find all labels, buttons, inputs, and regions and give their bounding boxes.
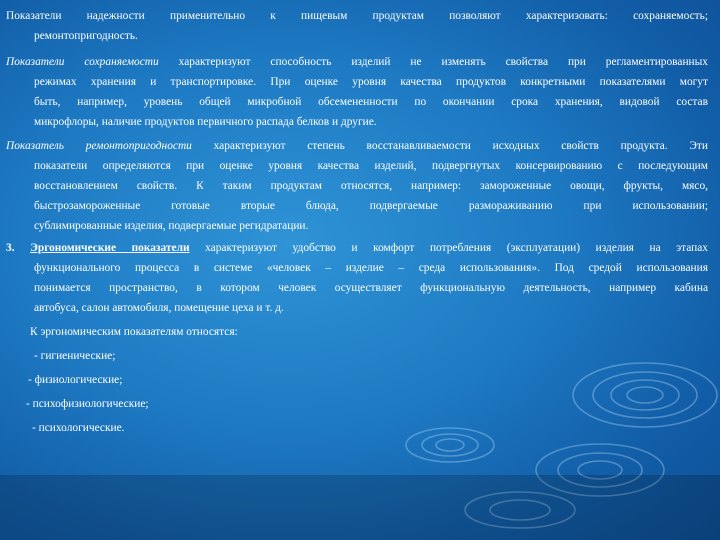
term-ergonomic: Эргономические показатели — [30, 242, 190, 254]
paragraph-line: Показатель ремонтопригодности характеризуют степень восстанавливаемости исходных свойств продукта. Эти — [6, 140, 708, 152]
paragraph-line: показатели определяются при оценке уровня качества изделий, подвергнутых консервированию с последующим — [34, 160, 708, 172]
paragraph-repairability — [6, 136, 708, 236]
paragraph-storability — [6, 52, 708, 132]
list-item: - физиологические; — [28, 374, 123, 386]
paragraph-line: автобуса, салон автомобиля, помещение цеха и т. д. — [34, 302, 284, 314]
paragraph-line: Показатели сохраняемости характеризуют способность изделий не изменять свойства при регламентированных — [6, 56, 708, 68]
list-item: - психологические. — [32, 422, 125, 434]
term-repairability: Показатель ремонтопригодности — [6, 140, 192, 152]
paragraph-line: быть, например, уровень общей микробной обсемененности по окончании срока хранения, видовой состав — [34, 96, 708, 108]
paragraph-line: ремонтопригодность. — [34, 30, 138, 42]
paragraph-ergonomic — [6, 238, 708, 318]
paragraph-line: быстрозамороженные готовые вторые блюда, подвергаемые размораживанию при использовании; — [34, 200, 708, 212]
term-storability: Показатели сохраняемости — [6, 56, 159, 68]
paragraph-line: функционального процесса в системе «человек – изделие – среда использования». Под средой использования — [34, 262, 708, 274]
paragraph-line: сублимированные изделия, подвергаемые регидратации. — [34, 220, 309, 232]
paragraph-line: восстановлением свойств. К таким продуктам относятся, например: замороженные овощи, фрукты, мясо, — [34, 180, 708, 192]
paragraph-line: 3. Эргономические показатели характеризуют удобство и комфорт потребления (эксплуатации) изделия на этапах — [6, 242, 708, 254]
paragraph-line: Показатели надежности применительно к пищевым продуктам позволяют характеризовать: сохраняемость; — [6, 10, 708, 22]
paragraph-line: понимается пространство, в котором человек осуществляет функциональную деятельность, например кабина — [34, 282, 708, 294]
list-item: - гигиенические; — [34, 350, 116, 362]
paragraph-line: микрофлоры, наличие продуктов первичного распада белков и другие. — [34, 116, 377, 128]
list-intro: К эргономическим показателям относятся: — [30, 326, 238, 338]
paragraph-reliability — [6, 6, 708, 46]
list-item: - психофизиологические; — [26, 398, 149, 410]
paragraph-line: режимах хранения и транспортировке. При оценке уровня качества продуктов конкретными показателями могут — [34, 76, 708, 88]
